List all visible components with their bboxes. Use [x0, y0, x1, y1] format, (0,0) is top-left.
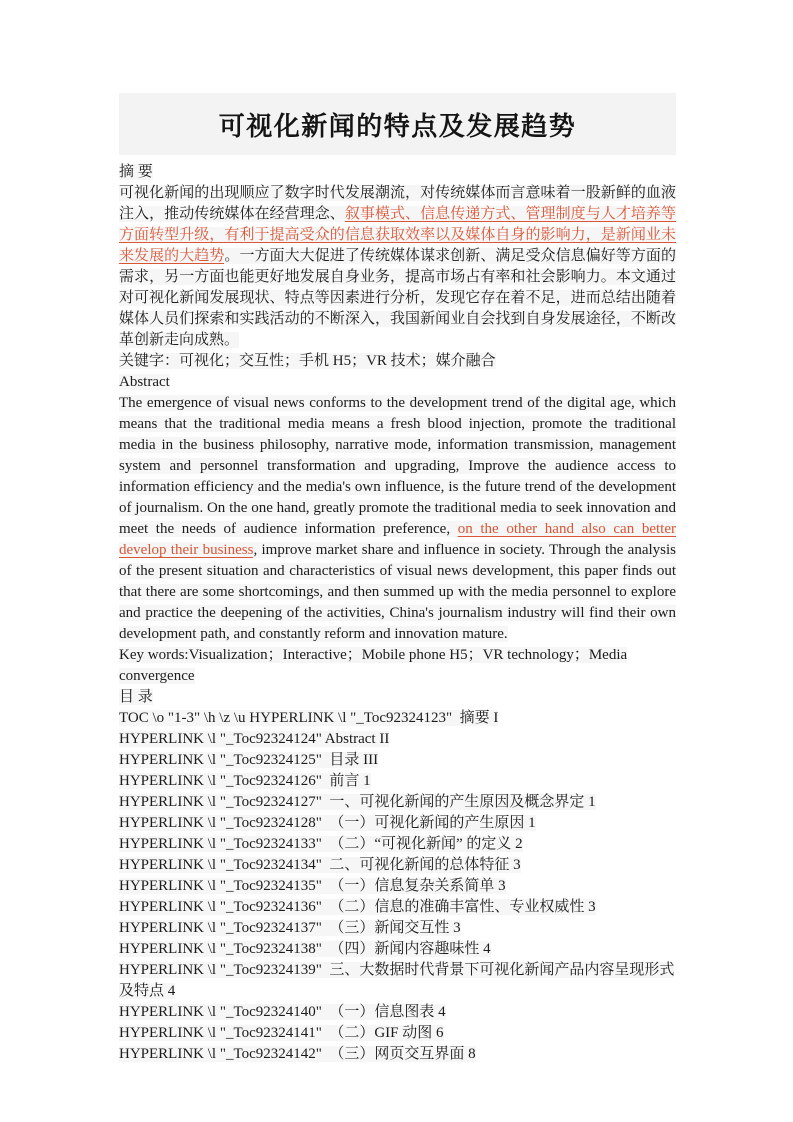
toc-entry — [119, 897, 676, 918]
toc-entry — [119, 960, 676, 1002]
toc-entry — [119, 708, 676, 729]
toc-entry — [119, 855, 676, 876]
toc-entry-text: HYPERLINK \l "_Toc92324128" （一）可视化新闻的产生原因 1 — [119, 815, 536, 831]
keywords-en — [119, 645, 676, 687]
toc-entry-text: HYPERLINK \l "_Toc92324127" 一、可视化新闻的产生原因及概念界定 1 — [119, 794, 596, 810]
toc-entry-text: HYPERLINK \l "_Toc92324124" Abstract II — [119, 731, 390, 747]
toc-entry-text: TOC \o "1-3" \h \z \u HYPERLINK \l "_Toc92324123" 摘要 I — [119, 710, 499, 726]
abstract-en-text: The emergence of visual news conforms to the development trend of the digital age, which means that the traditional media means a fresh blood injection, promote the traditional media in the business philosophy, narrative mode, information transmission, management system and personnel transformation and upgrading, Improve the audience access to information efficiency and the media's own influence, is the future trend of the development of journalism. On the one hand, greatly promote the traditional media to seek innovation and meet the needs of audience information preference, — [119, 395, 676, 537]
toc-entry-text: HYPERLINK \l "_Toc92324133" （二）“可视化新闻” 的定义 2 — [119, 836, 523, 852]
page-title: 可视化新闻的特点及发展趋势 — [218, 111, 577, 142]
toc-entry-text: HYPERLINK \l "_Toc92324141" （二）GIF 动图 6 — [119, 1025, 444, 1041]
toc-label — [119, 687, 676, 708]
toc-entry-text: HYPERLINK \l "_Toc92324136" （二）信息的准确丰富性、专业权威性 3 — [119, 899, 596, 915]
abstract-en-paragraph — [119, 393, 676, 645]
abstract-cn-text: 可视化新闻的出现顺应了数字时代发展潮流，对传统媒体而言意味着一股新鲜的血液注入，推动传统媒体在经营理念、 — [119, 185, 676, 222]
toc-entry — [119, 729, 676, 750]
toc-entry-text: HYPERLINK \l "_Toc92324140" （一）信息图表 4 — [119, 1004, 446, 1020]
keywords-cn-text: 关键字：可视化；交互性；手机 H5；VR 技术；媒介融合 — [119, 353, 496, 369]
toc-entry-text: HYPERLINK \l "_Toc92324125" 目录 III — [119, 752, 379, 768]
abstract-en-label — [119, 372, 676, 393]
abstract-en-highlighted-text: on the other hand also can better develop their business — [119, 521, 676, 558]
abstract-cn-label — [119, 162, 676, 183]
toc-entry — [119, 939, 676, 960]
document-content — [119, 93, 676, 1065]
abstract-cn-label-text: 摘 要 — [119, 164, 153, 180]
toc-entry-text: HYPERLINK \l "_Toc92324139" 三、大数据时代背景下可视化新闻产品内容呈现形式及特点 4 — [119, 962, 675, 999]
toc-entry — [119, 834, 676, 855]
toc-entry — [119, 1002, 676, 1023]
toc-entry-text: HYPERLINK \l "_Toc92324138" （四）新闻内容趣味性 4 — [119, 941, 491, 957]
toc-entry-text: HYPERLINK \l "_Toc92324126" 前言 1 — [119, 773, 371, 789]
abstract-cn-paragraph — [119, 183, 676, 351]
toc-entry — [119, 1044, 676, 1065]
toc-entry — [119, 813, 676, 834]
toc-entry-text: HYPERLINK \l "_Toc92324134" 二、可视化新闻的总体特征 3 — [119, 857, 521, 873]
toc-entry-text: HYPERLINK \l "_Toc92324142" （三）网页交互界面 8 — [119, 1046, 476, 1062]
toc-label-text: 目 录 — [119, 689, 153, 705]
toc-entry-text: HYPERLINK \l "_Toc92324135" （一）信息复杂关系简单 3 — [119, 878, 506, 894]
toc-entry — [119, 771, 676, 792]
toc-entry — [119, 1023, 676, 1044]
abstract-en-text-continued: , improve market share and influence in society. Through the analysis of the present situation and characteristics of visual news development, this paper finds out that there are some shortcomings, and then summed up with the media personnel to explore and practice the deepening of the activities, China's journalism industry will find their own development path, and constantly reform and innovation mature. — [119, 542, 676, 642]
title-band — [119, 93, 676, 155]
keywords-en-text: Key words:Visualization；Interactive；Mobile phone H5；VR technology；Media convergence — [119, 647, 628, 684]
toc-entry — [119, 792, 676, 813]
toc-entry — [119, 876, 676, 897]
keywords-cn — [119, 351, 676, 372]
abstract-cn-highlighted-text: 叙事模式、信息传递方式、管理制度与人才培养等方面转型升级，有利于提高受众的信息获取效率以及媒体自身的影响力，是新闻业未来发展的大趋势 — [119, 206, 676, 264]
toc-entry — [119, 750, 676, 771]
abstract-cn-text-continued: 。一方面大大促进了传统媒体谋求创新、满足受众信息偏好等方面的需求，另一方面也能更好地发展自身业务，提高市场占有率和社会影响力。本文通过对可视化新闻发展现状、特点等因素进行分析，发现它存在着不足，进而总结出随着媒体人员们探索和实践活动的不断深入，我国新闻业自会找到自身发展途径，不断改革创新走向成熟。 — [119, 248, 676, 348]
toc-entry-text: HYPERLINK \l "_Toc92324137" （三）新闻交互性 3 — [119, 920, 461, 936]
abstract-en-label-text: Abstract — [119, 374, 170, 390]
toc-list — [119, 708, 676, 1065]
toc-entry — [119, 918, 676, 939]
